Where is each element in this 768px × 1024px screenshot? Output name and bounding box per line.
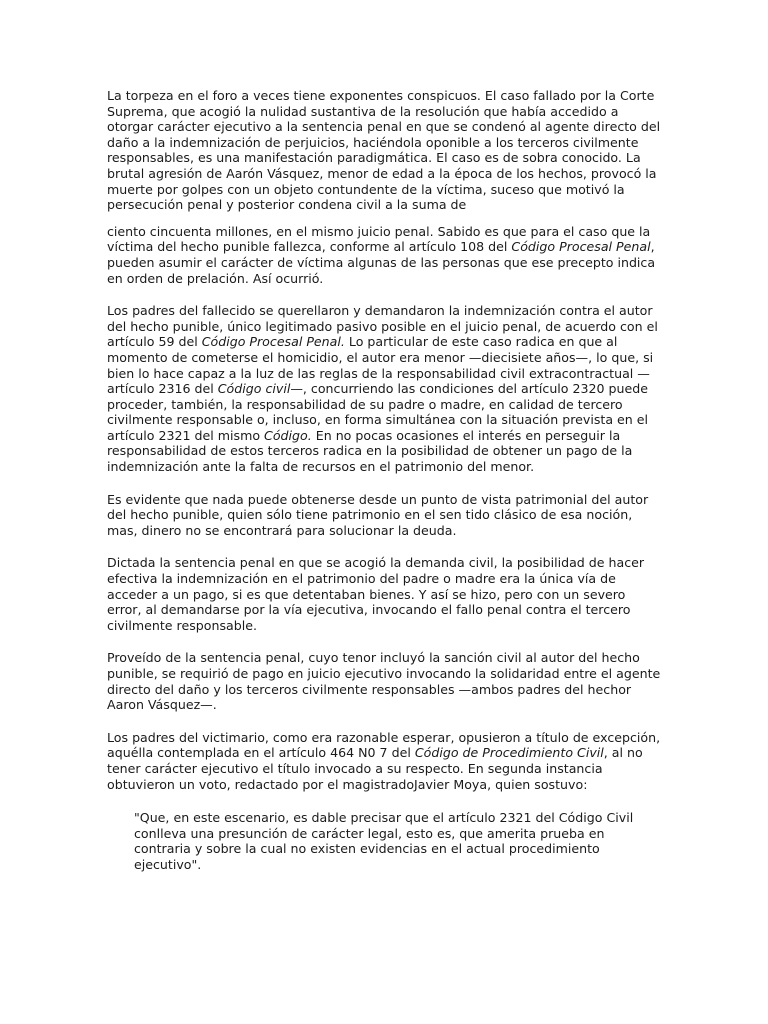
law-citation: Código Procesal Penal xyxy=(511,239,651,255)
paragraph-text: Es evidente que nada puede obtenerse desde un punto de vista patrimonial del autor del hecho punible, quien sólo tiene patrimonio en el sen tido clásico de esa noción, mas, dinero no se encontrará para solucionar la deuda. xyxy=(107,491,649,538)
paragraph-text: Lo particular de este caso radica en que al momento de cometerse el homicidio, el autor era menor —diecisiete años—, lo que, si bien lo hace capaz a la luz de las reglas de la responsabilidad civil extracontractual —artículo 2316 del xyxy=(107,334,654,397)
paragraph-text: , pueden asumir el carácter de víctima algunas de las personas que ese precepto indica en orden de prelación. Así ocurrió. xyxy=(107,239,656,286)
paragraph-text: En no pocas ocasiones el interés en perseguir la responsabilidad de estos terceros radica en la posibilidad de obtener un pago de la indemnización ante la falta de recursos en el patrimonio del menor. xyxy=(107,427,633,475)
paragraph-text: , al no tener carácter ejecutivo el título invocado a su respecto. En segunda instancia obtuvieron un voto, redactado por el magistradoJavier Moya, quien sostuvo: xyxy=(107,745,643,792)
paragraph-1 xyxy=(107,88,662,213)
paragraph-text: Dictada la sentencia penal en que se acogió la demanda civil, la posibilidad de hacer efectiva la indemnización en el patrimonio del padre o madre era la única vía de acceder a un pago, si es que detentaban bienes. Y así se hizo, pero con un severo error, al demandarse por la vía ejecutiva, invocando el fallo penal contra el tercero civilmente responsable. xyxy=(107,555,645,633)
paragraph-7 xyxy=(107,730,662,792)
paragraph-2 xyxy=(107,224,662,286)
paragraph-5 xyxy=(107,555,662,633)
law-citation: Código. xyxy=(264,427,312,443)
law-citation: Código Procesal Penal. xyxy=(201,334,345,350)
paragraph-text: Los padres del victimario, como era razonable esperar, opusieron a título de excepción, aquélla contemplada en el artículo 464 N0 7 del xyxy=(107,729,661,761)
document-body xyxy=(107,88,662,873)
law-citation: Código de Procedimiento Civil xyxy=(414,745,604,761)
law-citation: Código civil xyxy=(217,381,291,397)
paragraph-text: —, concurriendo las condiciones del artículo 2320 puede proceder, también, la responsabilidad de su padre o madre, en calidad de tercero civilmente responsable o, incluso, en forma simultánea con la situación prevista en el artículo 2321 del mismo xyxy=(107,381,649,443)
paragraph-6 xyxy=(107,650,662,712)
paragraph-4 xyxy=(107,492,662,539)
paragraph-text: La torpeza en el foro a veces tiene exponentes conspicuos. El caso fallado por la Corte Suprema, que acogió la nulidad sustantiva de la resolución que había accedido a otorgar carácter ejecutivo a la sentencia penal en que se condenó al agente directo del daño a la indemnización de perjuicios, haciéndola oponible a los terceros civilmente responsables, es una manifestación paradigmática. El caso es de sobra conocido. La brutal agresión de Aarón Vásquez, menor de edad a la época de los hechos, provocó la muerte por golpes con un objeto contundente de la víctima, suceso que motivó la persecución penal y posterior condena civil a la suma de xyxy=(107,88,661,213)
paragraph-text: ciento cincuenta millones, en el mismo juicio penal. Sabido es que para el caso que la víctima del hecho punible fallezca, conforme al artículo 108 del xyxy=(107,223,651,255)
block-quote: "Que, en este escenario, es dable precisar que el artículo 2321 del Código Civil conlleva una presunción de carácter legal, esto es, que amerita prueba en contraria y sobre la cual no existen evidencias en el actual procedimiento ejecutivo". xyxy=(134,810,634,872)
paragraph-3 xyxy=(107,303,662,475)
paragraph-text: Proveído de la sentencia penal, cuyo tenor incluyó la sanción civil al autor del hecho punible, se requirió de pago en juicio ejecutivo invocando la solidaridad entre el agente directo del daño y los terceros civilmente responsables —ambos padres del hechor Aaron Vásquez—. xyxy=(107,650,661,713)
paragraph-text: Los padres del fallecido se querellaron y demandaron la indemnización contra el autor del hecho punible, único legitimado pasivo posible en el juicio penal, de acuerdo con el artículo 59 del xyxy=(107,303,658,350)
